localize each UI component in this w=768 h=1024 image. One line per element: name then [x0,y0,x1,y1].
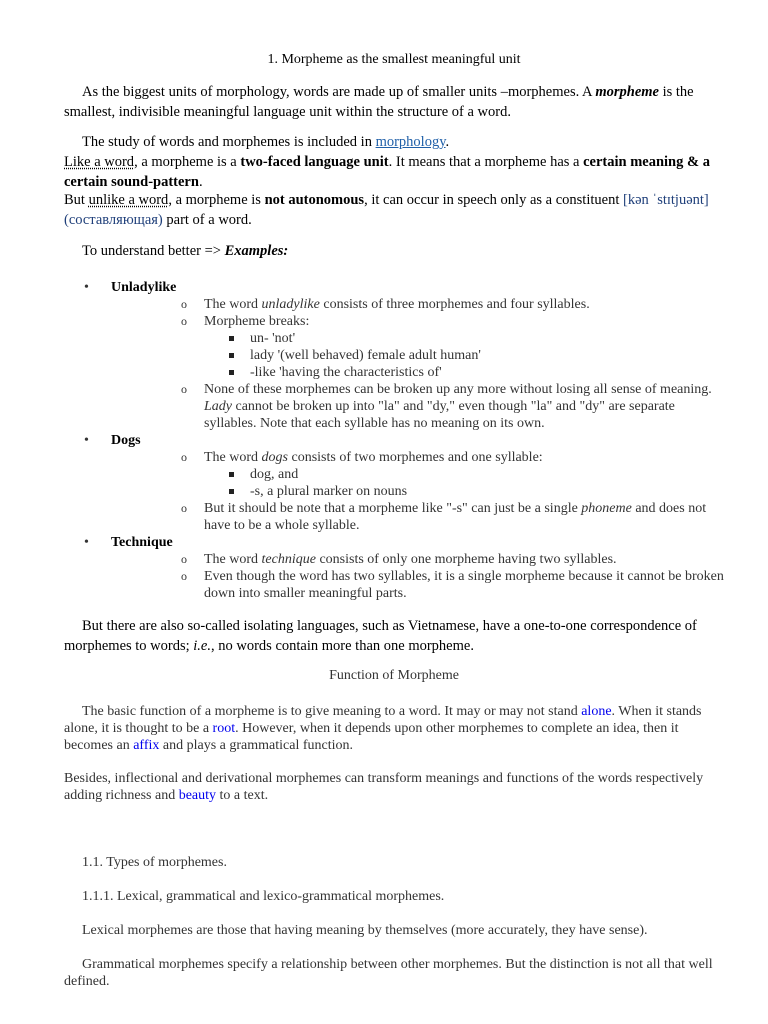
example-unladylike [64,279,724,432]
square-bullet-icon [229,489,234,494]
list-item: o None of these morphemes can be broken up any more without losing all sense of meaning. Lady cannot be broken up into "la" and "dy," even though "la" and "dy" are separate syllables. Note that each syllable has no meaning on its own. [181,382,712,431]
unlike-word-paragraph: But unlike a word, a morpheme is not autonomous, it can occur in speech only as a constituent [kən ˈstɪtjuənt] (составляющая) part of a word. [64,192,709,228]
circle-bullet-icon: o [181,297,187,311]
phonetic-transcription: [kən ˈstɪtjuənt] (составляющая) [64,192,709,228]
grammatical-paragraph: Grammatical morphemes specify a relationship between other morphemes. But the distinction is not all that well defined. [64,957,713,989]
square-bullet-icon [229,370,234,375]
page-title: 1. Morpheme as the smallest meaningful unit [267,52,521,67]
function-title: Function of Morpheme [329,668,459,683]
like-word-paragraph: Like a word, a morpheme is a two-faced language unit. It means that a morpheme has a certain meaning & a certain sound-pattern. [64,154,710,190]
lexical-heading: 1.1.1. Lexical, grammatical and lexico-grammatical morphemes. [82,889,445,904]
square-bullet-icon [229,336,234,341]
alone-link[interactable]: alone [581,704,612,719]
example-heading: Dogs [111,433,141,448]
circle-bullet-icon: o [181,569,187,583]
beauty-link[interactable]: beauty [178,788,217,803]
list-item: o But it should be note that a morpheme like "-s" can just be a single phoneme and does not have to be a whole syllable. [181,501,707,533]
list-item: o The word technique consists of only one morpheme having two syllables. [181,552,617,567]
types-heading: 1.1. Types of morphemes. [82,855,227,870]
bullet-icon: • [84,535,89,550]
list-item: o Morpheme breaks: un- 'not' lady '(well behaved) female adult human' -like 'having the characteristics of' [111,313,724,381]
bullet-icon: • [84,280,89,295]
list-item: dog, and [111,466,724,483]
morphology-link[interactable]: morphology [375,134,446,150]
circle-bullet-icon: o [181,382,187,396]
list-item: -s, a plural marker on nouns [111,483,724,500]
list-item: o Even though the word has two syllables, it is a single morpheme because it cannot be broken down into smaller meaningful parts. [181,569,724,601]
unlike-a-word-term: unlike a word [88,192,169,208]
list-item: o The word unladylike consists of three morphemes and four syllables. [181,297,590,312]
examples-list [64,279,724,602]
example-dogs [64,432,724,534]
example-heading: Technique [111,535,173,550]
list-item: lady '(well behaved) female adult human' [111,347,724,364]
circle-bullet-icon: o [181,501,187,515]
intro-paragraph: As the biggest units of morphology, words are made up of smaller units –morphemes. A morpheme is the smallest, indivisible meaningful language unit within the structure of a word. [64,84,694,120]
square-bullet-icon [229,472,234,477]
circle-bullet-icon: o [181,450,187,464]
list-item: o The word dogs consists of two morphemes and one syllable: dog, and -s, a plural marker on nouns [111,449,724,500]
isolating-paragraph: But there are also so-called isolating languages, such as Vietnamese, have a one-to-one correspondence of morphemes to words; i.e., no words contain more than one morpheme. [64,618,697,654]
function-paragraph: The basic function of a morpheme is to give meaning to a word. It may or may not stand alone. When it stands alone, it is thought to be a root. However, when it depends upon other morphemes to complete an idea, then it becomes an affix and plays a grammatical function. [64,704,702,753]
square-bullet-icon [229,353,234,358]
example-technique [64,534,724,602]
circle-bullet-icon: o [181,552,187,566]
besides-paragraph: Besides, inflectional and derivational morphemes can transform meanings and functions of the words respectively adding richness and beauty to a text. [64,771,704,803]
study-paragraph: The study of words and morphemes is included in morphology. [82,134,450,150]
example-heading: Unladylike [111,280,177,295]
list-item: -like 'having the characteristics of' [111,364,724,381]
root-link[interactable]: root [212,721,236,736]
like-a-word-term: Like a word [64,154,135,170]
understand-line: To understand better => Examples: [82,243,289,259]
circle-bullet-icon: o [181,314,187,328]
lexical-paragraph: Lexical morphemes are those that having meaning by themselves (more accurately, they have sense). [82,923,648,938]
bullet-icon: • [84,433,89,448]
list-item: un- 'not' [111,330,724,347]
affix-link[interactable]: affix [133,738,160,753]
